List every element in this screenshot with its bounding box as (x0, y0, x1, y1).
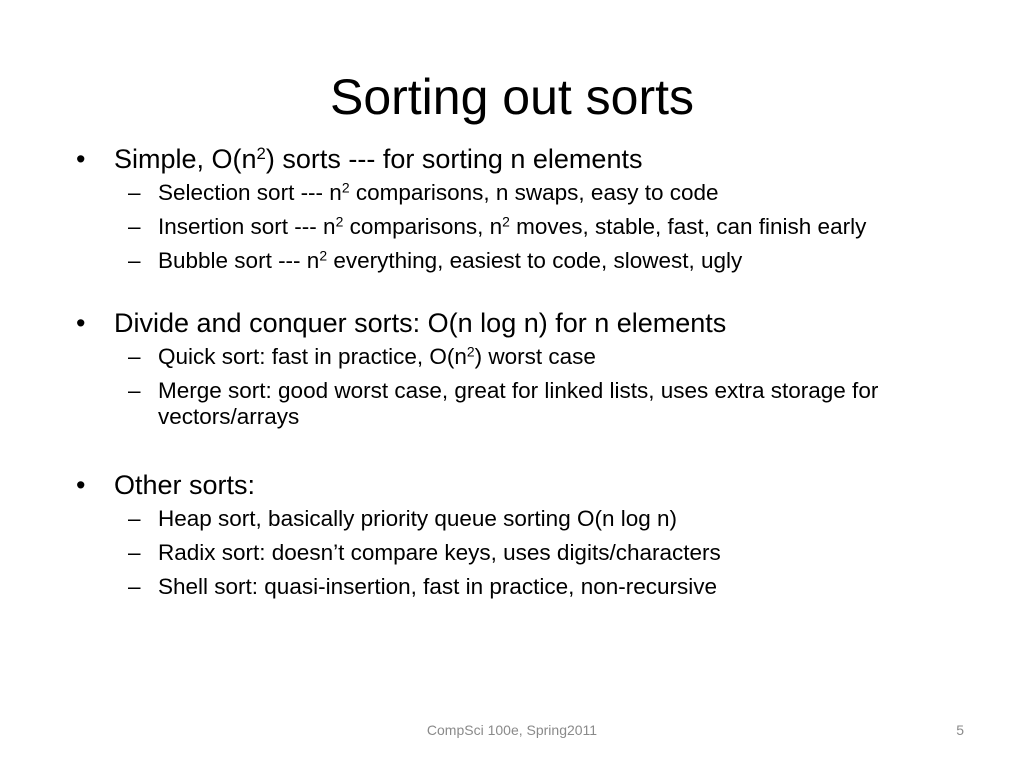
sub-text-post: everything, easiest to code, slowest, ugly (327, 248, 743, 273)
bullet-simple-sorts (76, 140, 956, 178)
dash-icon: – (128, 540, 141, 565)
dash-icon: – (128, 506, 141, 531)
bullet-text: Other sorts: (114, 470, 256, 500)
sub-text-post: ) worst case (474, 344, 596, 369)
sub-text-post: moves, stable, fast, can finish early (509, 214, 867, 239)
bullet-text: Divide and conquer sorts: O(n log n) for n elements (114, 308, 727, 338)
bullet-icon: • (76, 470, 86, 500)
sub-text-post: comparisons, n swaps, easy to code (349, 180, 719, 205)
slide-body (76, 140, 956, 600)
sub-bullet-radix-sort (128, 540, 956, 566)
sub-list-divide-and-conquer (128, 344, 956, 430)
sub-list-simple-sorts (128, 180, 956, 274)
sub-bullet-selection-sort (128, 180, 956, 206)
sub-bullet-heap-sort (128, 506, 956, 532)
sub-text: Merge sort: good worst case, great for linked lists, uses extra storage for vectors/arrays (158, 378, 879, 429)
bullet-text-post: ) sorts --- for sorting n elements (265, 144, 643, 174)
dash-icon: – (128, 378, 141, 403)
sub-text: Heap sort, basically priority queue sorting O(n log n) (158, 506, 677, 531)
sub-text-pre: Selection sort --- n (158, 180, 342, 205)
sub-bullet-merge-sort (128, 378, 956, 430)
bullet-icon: • (76, 308, 86, 338)
superscript: 2 (341, 179, 350, 196)
bullet-divide-and-conquer (76, 304, 956, 342)
dash-icon: – (128, 180, 141, 205)
sub-bullet-quick-sort (128, 344, 956, 370)
dash-icon: – (128, 344, 141, 369)
slide-title: Sorting out sorts (329, 69, 695, 125)
superscript: 2 (256, 143, 266, 163)
sub-bullet-bubble-sort (128, 248, 956, 274)
bullet-other-sorts (76, 466, 956, 504)
dash-icon: – (128, 574, 141, 599)
sub-text: Radix sort: doesn’t compare keys, uses digits/characters (158, 540, 721, 565)
slide-footer: CompSci 100e, Spring2011 (426, 722, 598, 738)
superscript: 2 (319, 247, 328, 264)
sub-text: Shell sort: quasi-insertion, fast in practice, non-recursive (158, 574, 717, 599)
superscript: 2 (502, 213, 510, 230)
sub-text-pre: Bubble sort --- n (158, 248, 320, 273)
dash-icon: – (128, 214, 141, 239)
superscript: 2 (335, 213, 344, 230)
sub-text-pre: Quick sort: fast in practice, O(n (158, 344, 467, 369)
sub-list-other-sorts (128, 506, 956, 600)
dash-icon: – (128, 248, 141, 273)
bullet-text-pre: Simple, O(n (114, 144, 257, 174)
sub-text-pre: Insertion sort --- n (158, 214, 336, 239)
superscript: 2 (466, 343, 475, 360)
sub-text-mid: comparisons, n (343, 214, 503, 239)
sub-bullet-shell-sort (128, 574, 956, 600)
bullet-icon: • (76, 144, 86, 174)
page-number: 5 (956, 722, 964, 738)
sub-bullet-insertion-sort (128, 214, 956, 240)
